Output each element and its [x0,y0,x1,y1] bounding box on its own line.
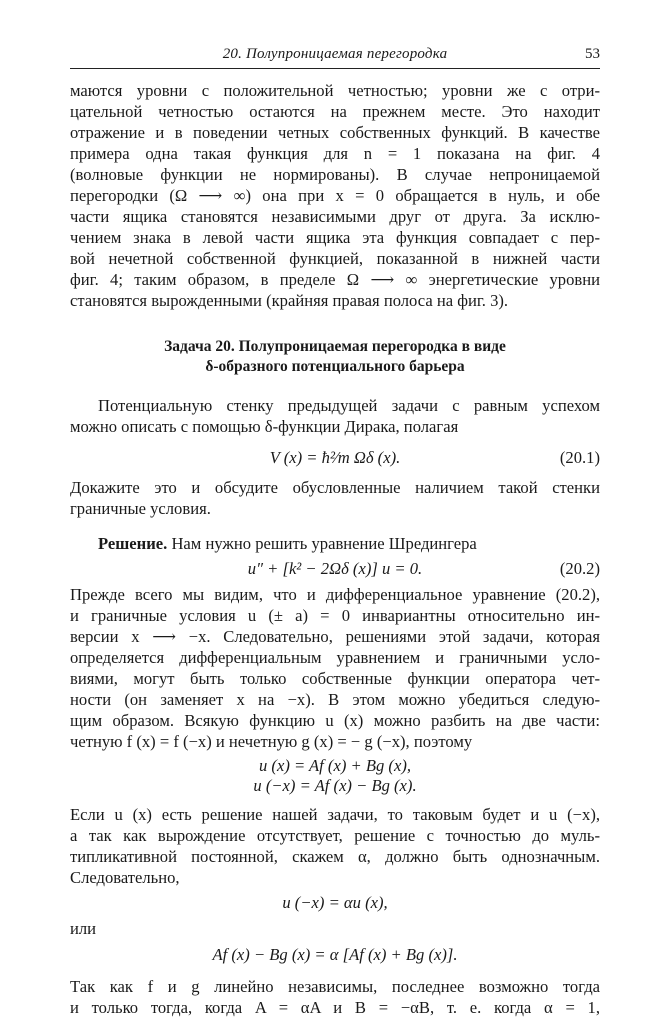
page-number: 53 [585,46,600,62]
text-line: четную f (x) = f (−x) и нечетную g (x) = − g (−x), поэтому [70,732,473,751]
equation-system [70,756,600,796]
text-line: Следовательно, [70,868,180,887]
text-line: части ящика становятся независимыми друг от друга. За исклю- [70,207,600,226]
text-line: версии x ⟶ −x. Следовательно, решениями этой задачи, которая [70,627,600,646]
word-or: или [70,919,97,938]
text-line: отражение и в поведении четных собственных функций. В качестве [70,123,600,142]
equation-20-1 [70,437,600,477]
solution-paragraph [70,584,600,752]
text-line: Потенциальную стенку предыдущей задачи с равным успехом [98,396,600,415]
text-line: (волновые функции не нормированы). В случае непроницаемой [70,165,600,184]
text-line: примера одна такая функция для n = 1 показана на фиг. 4 [70,144,600,163]
text-line: можно описать с помощью δ-функции Дирака, полагая [70,417,459,436]
text-line: граничные условия. [70,499,211,518]
text-line: ности (он заменяет x на −x). В этом можно убедиться следую- [70,690,600,709]
solution-intro [70,533,600,554]
paragraph-continuation [70,80,600,311]
page-body [70,80,600,1018]
text-line: и граничные условия u (± a) = 0 инвариантны относительно ин- [70,606,600,625]
text-line: а так как вырождение отсутствует, решение с точностью до муль- [70,826,600,845]
text-line: щим образом. Всякую функцию u (x) можно разбить на две части: [70,711,600,730]
equation-20-2 [70,554,600,584]
page-header [70,42,600,69]
running-title: 20. Полупроницаемая перегородка [222,46,448,62]
equation-expanded [70,940,600,970]
text-line: Докажите это и обсудите обусловленные наличием такой стенки [70,478,600,497]
equation-formula: u″ + [k² − 2Ωδ (x)] u = 0. [247,559,423,578]
equation-formula: u (−x) = αu (x), [282,893,388,912]
text-line: Если u (x) есть решение нашей задачи, то таковым будет и u (−x), [70,805,600,824]
solution-paragraph [70,804,600,888]
text-line: Так как f и g линейно независимы, последнее возможно тогда [70,977,600,996]
text-line: виями, могут быть только собственные функции оператора чет- [70,669,600,688]
text-line: становятся вырожденными (крайняя правая полоса на фиг. 3). [70,291,509,310]
equation-parity [70,888,600,918]
solution-paragraph [70,976,600,1018]
text-line: фиг. 4; таким образом, в пределе Ω ⟶ ∞ энергетические уровни [70,270,600,289]
problem-heading [70,337,600,377]
problem-statement [70,395,600,437]
text-line: определяется дифференциальным уравнением и граничными усло- [70,648,600,667]
equation-number: (20.2) [559,559,600,578]
equation-line: u (x) = Af (x) + Bg (x), [258,756,411,775]
text-line: вой нечетной собственной функцией, показанной в нижней части [70,249,600,268]
problem-title-line-2: δ-образного потенциального барьера [205,358,465,375]
text-line: Прежде всего мы видим, что и дифференциальное уравнение (20.2), [70,585,600,604]
equation-formula: V (x) = ħ²⁄m Ωδ (x). [269,448,401,467]
text-line: чением знака в левой части ящика эта функция совпадает с пер- [70,228,600,247]
problem-task [70,477,600,519]
equation-line: u (−x) = Af (x) − Bg (x). [253,776,417,795]
equation-number: (20.1) [559,448,600,467]
text-line [70,533,600,554]
equation-formula: Af (x) − Bg (x) = α [Af (x) + Bg (x)]. [212,945,458,964]
text-line: маются уровни с положительной четностью; уровни же с отри- [70,81,600,100]
text-line: и только тогда, когда A = αA и B = −αB, т. е. когда α = 1, [70,998,600,1017]
text-line: перегородки (Ω ⟶ ∞) она при x = 0 обращается в нуль, и обе [70,186,600,205]
text-line: типликативной постоянной, скажем α, должно быть однозначным. [70,847,600,866]
solution-label: Решение. [98,534,168,553]
problem-title-line-1: Задача 20. Полупроницаемая перегородка в виде [164,338,506,355]
text-line: цательной четностью остаются на прежнем месте. Это находит [70,102,600,121]
solution-text: Нам нужно решить уравнение Шредингера [167,534,477,553]
